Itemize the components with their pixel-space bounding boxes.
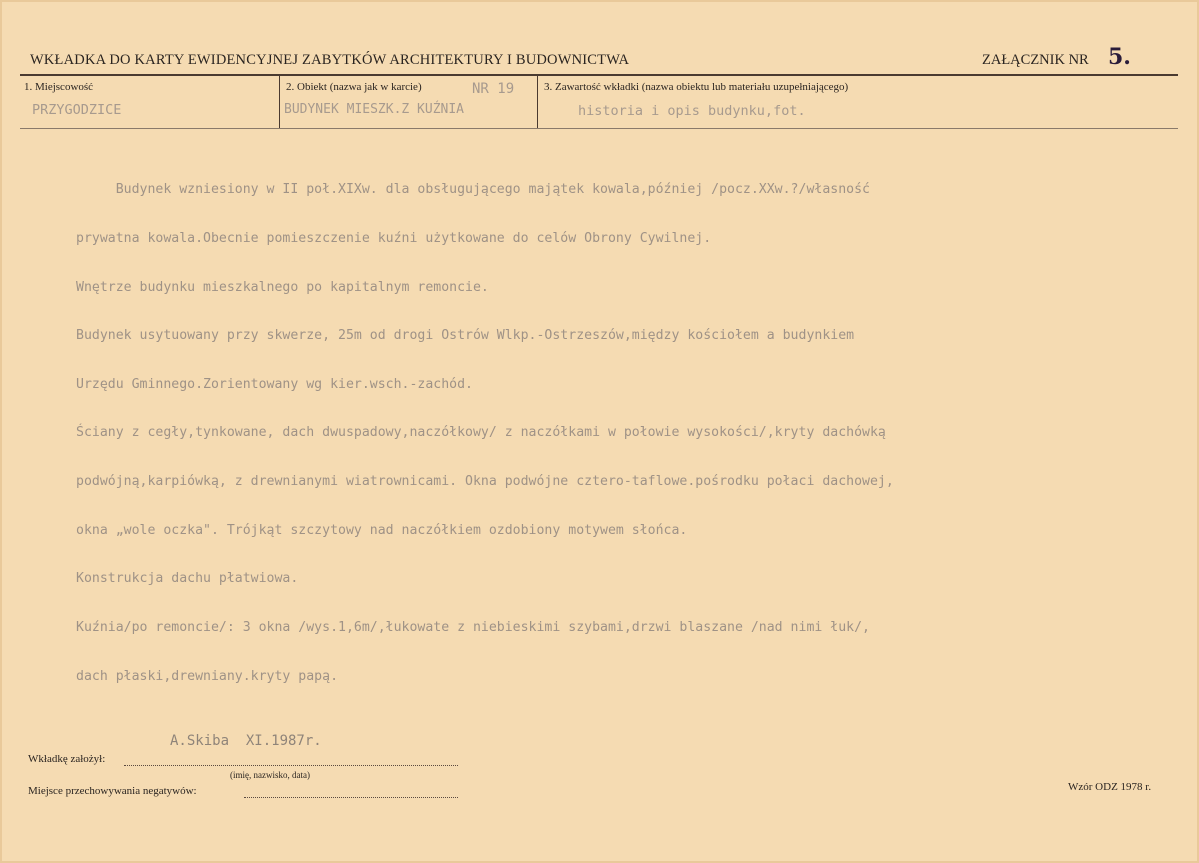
author-signature: A.Skiba XI.1987r.	[170, 733, 322, 749]
form-reference: Wzór ODZ 1978 r.	[1068, 781, 1152, 793]
description-line: Konstrukcja dachu płatwiowa.	[76, 571, 299, 587]
column-divider-2	[537, 75, 538, 128]
description-text	[76, 150, 894, 717]
description-line: Budynek usytuowany przy skwerze, 25m od drogi Ostrów Wlkp.-Ostrzeszów,między kościołem a budynkiem	[76, 328, 855, 344]
description-line: Urzędu Gminnego.Zorientowany wg kier.wsch.-zachód.	[76, 376, 473, 392]
author-hint: (imię, nazwisko, data)	[230, 770, 310, 780]
description-line: Budynek wzniesiony w II poł.XIXw. dla obsługującego majątek kowala,później /pocz.XXw.?/własność	[76, 182, 870, 198]
content-value: historia i opis budynku,fot.	[578, 103, 806, 119]
annex-label: ZAŁĄCZNIK NR	[982, 52, 1089, 68]
object-nr: NR 19	[472, 81, 515, 97]
author-line	[124, 765, 458, 766]
description-line: okna „wole oczka". Trójkąt szczytowy nad naczółkiem ozdobiony motywem słońca.	[76, 522, 688, 538]
locality-value: PRZYGODZICE	[32, 102, 122, 118]
annex-number: 5.	[1108, 44, 1131, 70]
column-divider-1	[279, 75, 280, 128]
header-top-rule	[20, 74, 1178, 76]
object-value: BUDYNEK MIESZK.Z KUŹNIA	[284, 102, 465, 117]
object-label: 2. Obiekt (nazwa jak w karcie)	[286, 81, 422, 93]
description-line: dach płaski,drewniany.kryty papą.	[76, 668, 339, 684]
content-label: 3. Zawartość wkładki (nazwa obiektu lub materiału uzupełniającego)	[544, 81, 849, 93]
author-label: Wkładkę założył:	[28, 753, 106, 765]
description-line: Ściany z cegły,tynkowane, dach dwuspadowy,naczółkowy/ z naczółkami w połowie wysokości/,kryty dachówką	[76, 425, 886, 441]
description-line: Kuźnia/po remoncie/: 3 okna /wys.1,6m/,łukowate z niebieskimi szybami,drzwi blaszane /nad nimi łuk/,	[76, 619, 870, 635]
storage-line	[244, 797, 458, 798]
description-line: podwójną,karpiówką, z drewnianymi wiatrownicami. Okna podwójne cztero-taflowe.pośrodku połaci dachowej,	[76, 474, 894, 490]
storage-label: Miejsce przechowywania negatywów:	[28, 785, 197, 797]
description-line: prywatna kowala.Obecnie pomieszczenie kuźni użytkowane do celów Obrony Cywilnej.	[76, 231, 712, 247]
card-title: WKŁADKA DO KARTY EWIDENCYJNEJ ZABYTKÓW ARCHITEKTURY I BUDOWNICTWA	[30, 52, 630, 68]
header-bottom-rule	[20, 128, 1178, 129]
description-line: Wnętrze budynku mieszkalnego po kapitalnym remoncie.	[76, 279, 489, 295]
locality-label: 1. Miejscowość	[24, 81, 94, 93]
